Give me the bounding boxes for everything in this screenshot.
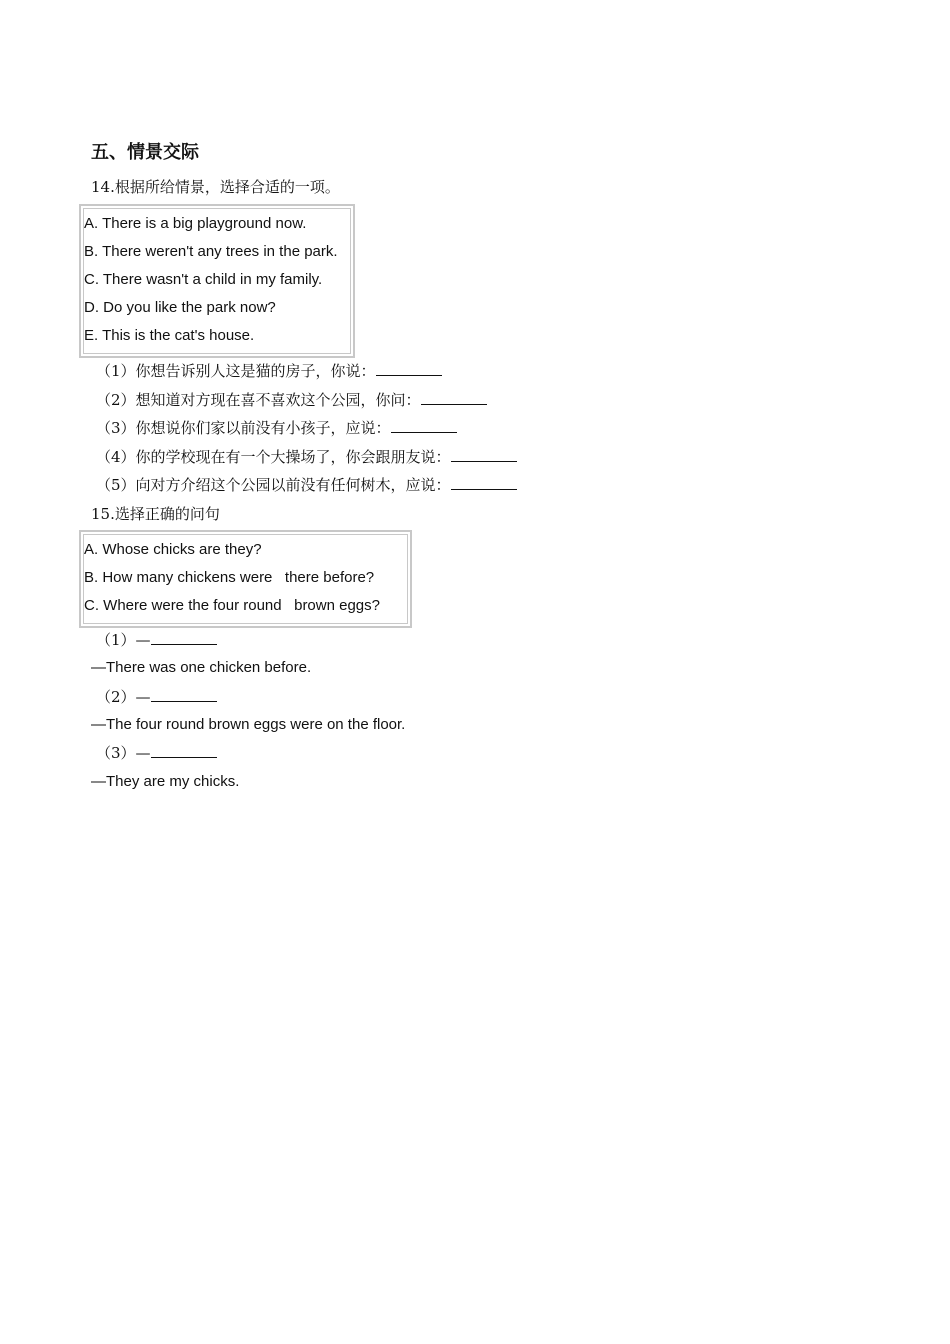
section-title: 五、情景交际 [91, 142, 199, 163]
question-14-title: 14.根据所给情景，选择合适的一项。 [91, 178, 340, 196]
q15-item-1-prompt: （1）— [96, 630, 217, 650]
q15-item-3-answer: —They are my chicks. [91, 773, 240, 790]
answer-blank[interactable] [376, 361, 442, 376]
q14-option-a: A. There is a big playground now. [84, 215, 307, 232]
q14-item-4: （4）你的学校现在有一个大操场了，你会跟朋友说： [96, 447, 517, 467]
q14-options-box [79, 204, 355, 358]
answer-blank[interactable] [451, 475, 517, 490]
answer-blank[interactable] [151, 630, 217, 645]
q15-option-b: B. How many chickens were there before? [84, 569, 375, 586]
q14-option-c: C. There wasn't a child in my family. [84, 271, 323, 288]
q15-options-box [79, 530, 412, 628]
q14-item-5: （5）向对方介绍这个公园以前没有任何树木，应说： [96, 475, 517, 495]
q14-option-b: B. There weren't any trees in the park. [84, 243, 338, 260]
q15-option-a: A. Whose chicks are they? [84, 541, 262, 558]
question-15-title: 15.选择正确的问句 [91, 505, 220, 523]
q14-option-e: E. This is the cat's house. [84, 327, 255, 344]
answer-blank[interactable] [391, 418, 457, 433]
q14-option-d: D. Do you like the park now? [84, 299, 276, 316]
q14-item-3: （3）你想说你们家以前没有小孩子，应说： [96, 418, 457, 438]
q15-option-c: C. Where were the four round brown eggs? [84, 597, 380, 614]
q15-item-2-prompt: （2）— [96, 687, 217, 707]
answer-blank[interactable] [151, 743, 217, 758]
q14-item-1: （1）你想告诉别人这是猫的房子，你说： [96, 361, 442, 381]
answer-blank[interactable] [151, 687, 217, 702]
answer-blank[interactable] [451, 447, 517, 462]
answer-blank[interactable] [421, 390, 487, 405]
q15-item-3-prompt: （3）— [96, 743, 217, 763]
q15-item-1-answer: —There was one chicken before. [91, 659, 312, 676]
q15-item-2-answer: —The four round brown eggs were on the floor. [91, 716, 406, 733]
q14-item-2: （2）想知道对方现在喜不喜欢这个公园，你问： [96, 390, 487, 410]
